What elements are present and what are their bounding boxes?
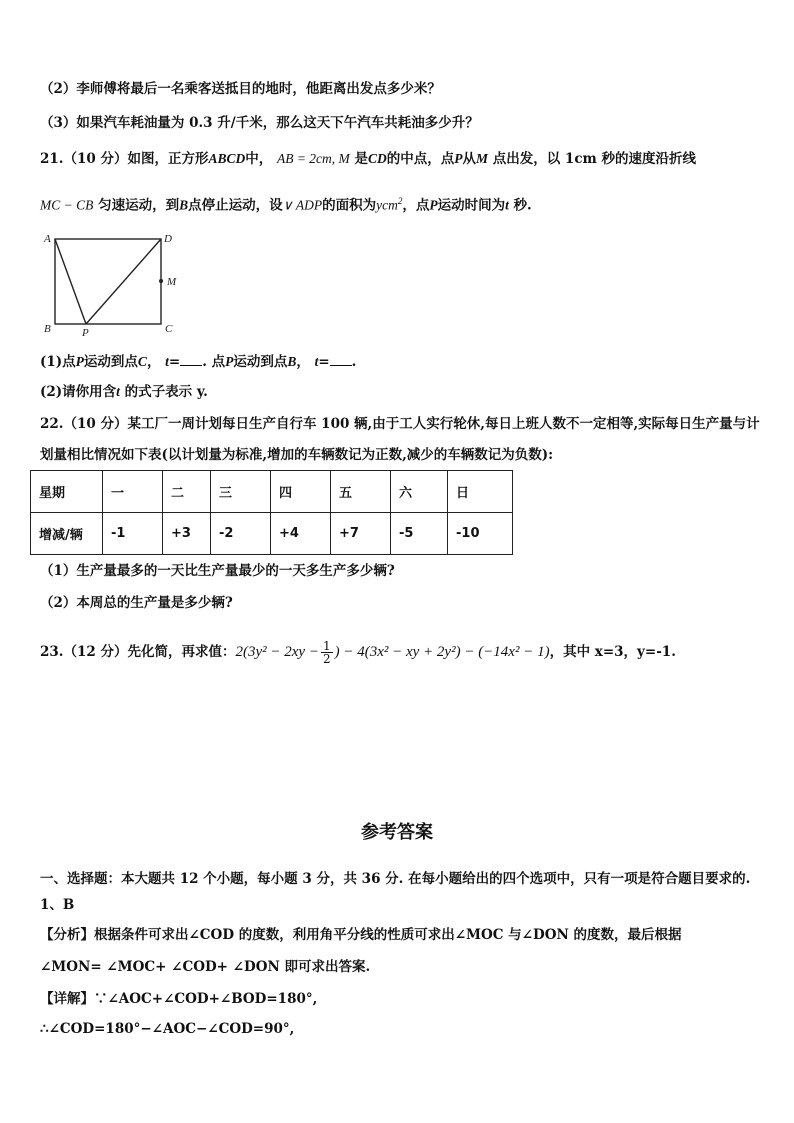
detail-line2: ∴∠COD=180°−∠AOC−∠COD=90°, — [40, 1021, 295, 1037]
table-cell: 星期 — [31, 471, 103, 513]
table-cell: +3 — [163, 513, 211, 555]
label-c: C — [165, 323, 173, 335]
table-cell: 五 — [331, 471, 391, 513]
segment-ap — [55, 239, 86, 324]
q23-line: 23.（12 分）先化简，再求值：2(3y² − 2xy − $\frac{1}{2}$ ) − 4(3x² − xy + 2y²) − (−14x² − 1)，其中 x=3，y=-1. — [40, 639, 676, 666]
square-figure — [36, 228, 186, 340]
segment-dp — [86, 239, 161, 324]
table-cell: 三 — [211, 471, 271, 513]
detail-line1: 【详解】∵∠AOC+∠COD+∠BOD=180°, — [40, 991, 318, 1007]
answer-1: 1、B — [40, 897, 75, 913]
answer-blank-2[interactable] — [330, 353, 352, 366]
label-m: M — [167, 276, 177, 288]
table-cell: -5 — [391, 513, 448, 555]
table-cell: 六 — [391, 471, 448, 513]
table-cell: 二 — [163, 471, 211, 513]
q22-part1: （1）生产量最多的一天比生产量最少的一天多生产多少辆? — [40, 563, 395, 579]
table-cell: 增减/辆 — [31, 513, 103, 555]
label-d: D — [164, 233, 172, 245]
table-cell: 一 — [103, 471, 163, 513]
table-cell: 四 — [271, 471, 331, 513]
q20-part3: （3）如果汽车耗油量为 0.3 升/千米，那么这天下午汽车共耗油多少升？ — [40, 115, 479, 131]
table-cell: +4 — [271, 513, 331, 555]
table-row — [31, 471, 513, 513]
production-table — [30, 470, 513, 555]
analysis-line1: 【分析】根据条件可求出∠COD 的度数，利用角平分线的性质可求出∠MOC 与∠DON 的度数，最后根据 — [40, 927, 682, 943]
q22-line1: 22.（10 分）某工厂一周计划每日生产自行车 100 辆,由于工人实行轮休,每日上班人数不一定相等,实际每日生产量与计 — [40, 416, 760, 432]
table-cell: +7 — [331, 513, 391, 555]
label-b: B — [44, 323, 51, 335]
table-cell: -1 — [103, 513, 163, 555]
q21-part2: (2)请你用含t 的式子表示 y. — [40, 384, 208, 400]
table-cell: -10 — [448, 513, 513, 555]
q22-line2: 划量相比情况如下表(以计划量为标准,增加的车辆数记为正数,减少的车辆数记为负数): — [40, 447, 554, 463]
table-cell: 日 — [448, 471, 513, 513]
answers-heading: 参考答案 — [361, 822, 433, 843]
label-a: A — [44, 233, 51, 245]
answer-blank-1[interactable] — [180, 353, 202, 366]
table-row — [31, 513, 513, 555]
analysis-line2: ∠MON= ∠MOC+ ∠COD+ ∠DON 即可求出答案. — [40, 959, 371, 975]
point-m — [159, 279, 163, 283]
q20-part2: （2）李师傅将最后一名乘客送抵目的地时，他距离出发点多少米？ — [40, 81, 441, 97]
answers-intro: 一、选择题：本大题共 12 个小题，每小题 3 分，共 36 分. 在每小题给出的四个选项中，只有一项是符合题目要求的. — [40, 871, 751, 887]
label-p: P — [82, 327, 89, 339]
table-cell: -2 — [211, 513, 271, 555]
q21-part1: (1)点P运动到点C， t= . 点P运动到点B， t= . — [40, 354, 357, 370]
fraction-half: $\frac{1}{2}$ — [322, 639, 331, 666]
q21-line1: 21.（10 分）如图，正方形ABCD中， AB = 2cm, M 是CD的中点，点P从M 点出发，以 1cm 秒的速度沿折线 — [40, 151, 697, 167]
q21-line2: MC − CB 匀速运动，到B点停止运动，设∨ ADP的面积为ycm$^2$，点P运动时间为t 秒. — [40, 196, 532, 214]
q22-part2: （2）本周总的生产量是多少辆? — [40, 595, 233, 611]
